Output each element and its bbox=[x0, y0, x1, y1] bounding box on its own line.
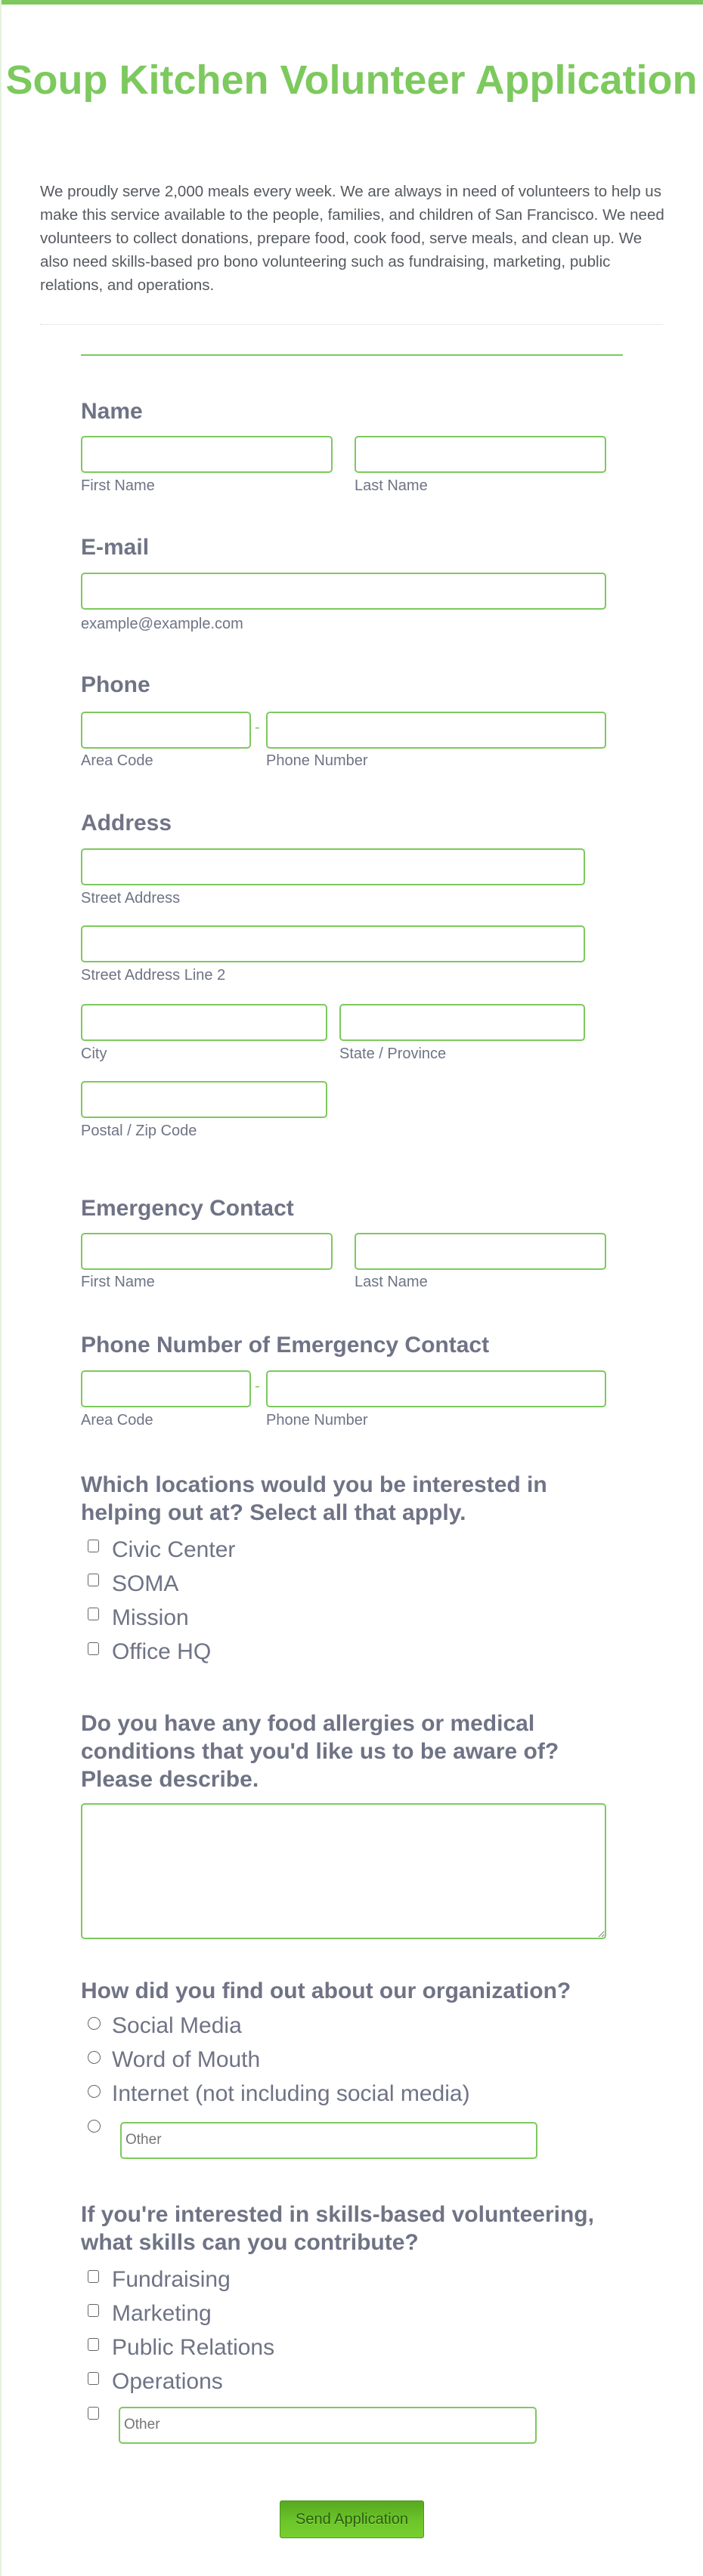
phone-number-sublabel: Phone Number bbox=[266, 752, 368, 769]
found-other-input[interactable] bbox=[120, 2122, 537, 2159]
checkbox-public-relations[interactable] bbox=[88, 2338, 99, 2351]
skills-label: If you're interested in skills-based volunteering, what skills can you contribute? bbox=[81, 2202, 594, 2255]
emergency-last-name-sublabel: Last Name bbox=[355, 1274, 428, 1290]
option-fundraising: Fundraising bbox=[112, 2267, 231, 2292]
send-application-button[interactable]: Send Application bbox=[280, 2500, 424, 2538]
street-address-2-sublabel: Street Address Line 2 bbox=[81, 967, 226, 984]
first-name-sublabel: First Name bbox=[81, 477, 155, 494]
locations-label: Which locations would you be interested in helping out at? Select all that apply. bbox=[81, 1472, 547, 1525]
emergency-area-code-input[interactable] bbox=[81, 1370, 251, 1407]
email-label: E-mail bbox=[81, 535, 150, 560]
last-name-input[interactable] bbox=[355, 436, 606, 473]
emergency-phone-number-sublabel: Phone Number bbox=[266, 1412, 368, 1429]
emergency-phone-number-input[interactable] bbox=[266, 1370, 606, 1407]
phone-number-input[interactable] bbox=[266, 712, 606, 749]
street-address-input[interactable] bbox=[81, 848, 585, 885]
emergency-last-name-input[interactable] bbox=[355, 1233, 606, 1270]
checkbox-operations[interactable] bbox=[88, 2372, 99, 2385]
radio-word-of-mouth[interactable] bbox=[88, 2051, 101, 2064]
checkbox-mission[interactable] bbox=[88, 1608, 99, 1620]
street-address-sublabel: Street Address bbox=[81, 890, 181, 907]
checkbox-fundraising[interactable] bbox=[88, 2270, 99, 2283]
postal-code-sublabel: Postal / Zip Code bbox=[81, 1123, 197, 1139]
option-operations: Operations bbox=[112, 2369, 223, 2394]
found-label: How did you find out about our organization? bbox=[81, 1978, 571, 2003]
emergency-first-name-sublabel: First Name bbox=[81, 1274, 155, 1290]
option-word-of-mouth: Word of Mouth bbox=[112, 2047, 261, 2072]
checkbox-marketing[interactable] bbox=[88, 2304, 99, 2317]
top-accent-bar bbox=[0, 0, 703, 5]
checkbox-office-hq[interactable] bbox=[88, 1642, 99, 1655]
emergency-area-code-sublabel: Area Code bbox=[81, 1412, 153, 1429]
emergency-phone-dash: - bbox=[255, 1378, 260, 1395]
first-name-input[interactable] bbox=[81, 436, 333, 473]
option-public-relations: Public Relations bbox=[112, 2335, 275, 2360]
phone-label: Phone bbox=[81, 672, 150, 697]
option-office-hq: Office HQ bbox=[112, 1639, 212, 1664]
radio-other[interactable] bbox=[88, 2120, 101, 2133]
name-label: Name bbox=[81, 399, 143, 424]
state-sublabel: State / Province bbox=[339, 1046, 447, 1062]
radio-internet[interactable] bbox=[88, 2085, 101, 2098]
postal-code-input[interactable] bbox=[81, 1081, 327, 1118]
phone-dash: - bbox=[255, 719, 260, 736]
option-marketing: Marketing bbox=[112, 2301, 212, 2326]
section-divider bbox=[81, 354, 623, 356]
emergency-contact-label: Emergency Contact bbox=[81, 1196, 294, 1221]
last-name-sublabel: Last Name bbox=[355, 477, 428, 494]
divider bbox=[40, 324, 663, 325]
email-sublabel: example@example.com bbox=[81, 616, 243, 632]
form-title: Soup Kitchen Volunteer Application bbox=[5, 57, 698, 103]
skills-other-input[interactable] bbox=[119, 2407, 537, 2444]
city-input[interactable] bbox=[81, 1004, 327, 1041]
option-internet: Internet (not including social media) bbox=[112, 2081, 470, 2106]
allergies-label: Do you have any food allergies or medical conditions that you'd like us to be aware of? Please describe. bbox=[81, 1711, 559, 1792]
state-input[interactable] bbox=[339, 1004, 585, 1041]
allergies-textarea[interactable] bbox=[81, 1803, 606, 1939]
option-mission: Mission bbox=[112, 1605, 189, 1630]
emergency-phone-label: Phone Number of Emergency Contact bbox=[81, 1333, 490, 1357]
option-civic-center: Civic Center bbox=[112, 1537, 236, 1562]
page-border bbox=[0, 0, 2, 2576]
form-description: We proudly serve 2,000 meals every week. We are always in need of volunteers to help us make this service available to the people, families, and children of San Francisco. We need volunteers to collect donations, prepare food, cook food, serve meals, and clean up. We also need skills-based pro bono volunteering such as fundraising, marketing, public relations, and operations. bbox=[40, 183, 664, 294]
radio-social-media[interactable] bbox=[88, 2017, 101, 2030]
city-sublabel: City bbox=[81, 1046, 107, 1062]
street-address-2-input[interactable] bbox=[81, 925, 585, 962]
option-social-media: Social Media bbox=[112, 2013, 242, 2038]
checkbox-soma[interactable] bbox=[88, 1574, 99, 1586]
checkbox-other[interactable] bbox=[88, 2407, 99, 2420]
address-label: Address bbox=[81, 811, 172, 836]
option-soma: SOMA bbox=[112, 1571, 179, 1596]
checkbox-civic-center[interactable] bbox=[88, 1540, 99, 1552]
emergency-first-name-input[interactable] bbox=[81, 1233, 333, 1270]
email-input[interactable] bbox=[81, 573, 606, 610]
area-code-sublabel: Area Code bbox=[81, 752, 153, 769]
area-code-input[interactable] bbox=[81, 712, 251, 749]
